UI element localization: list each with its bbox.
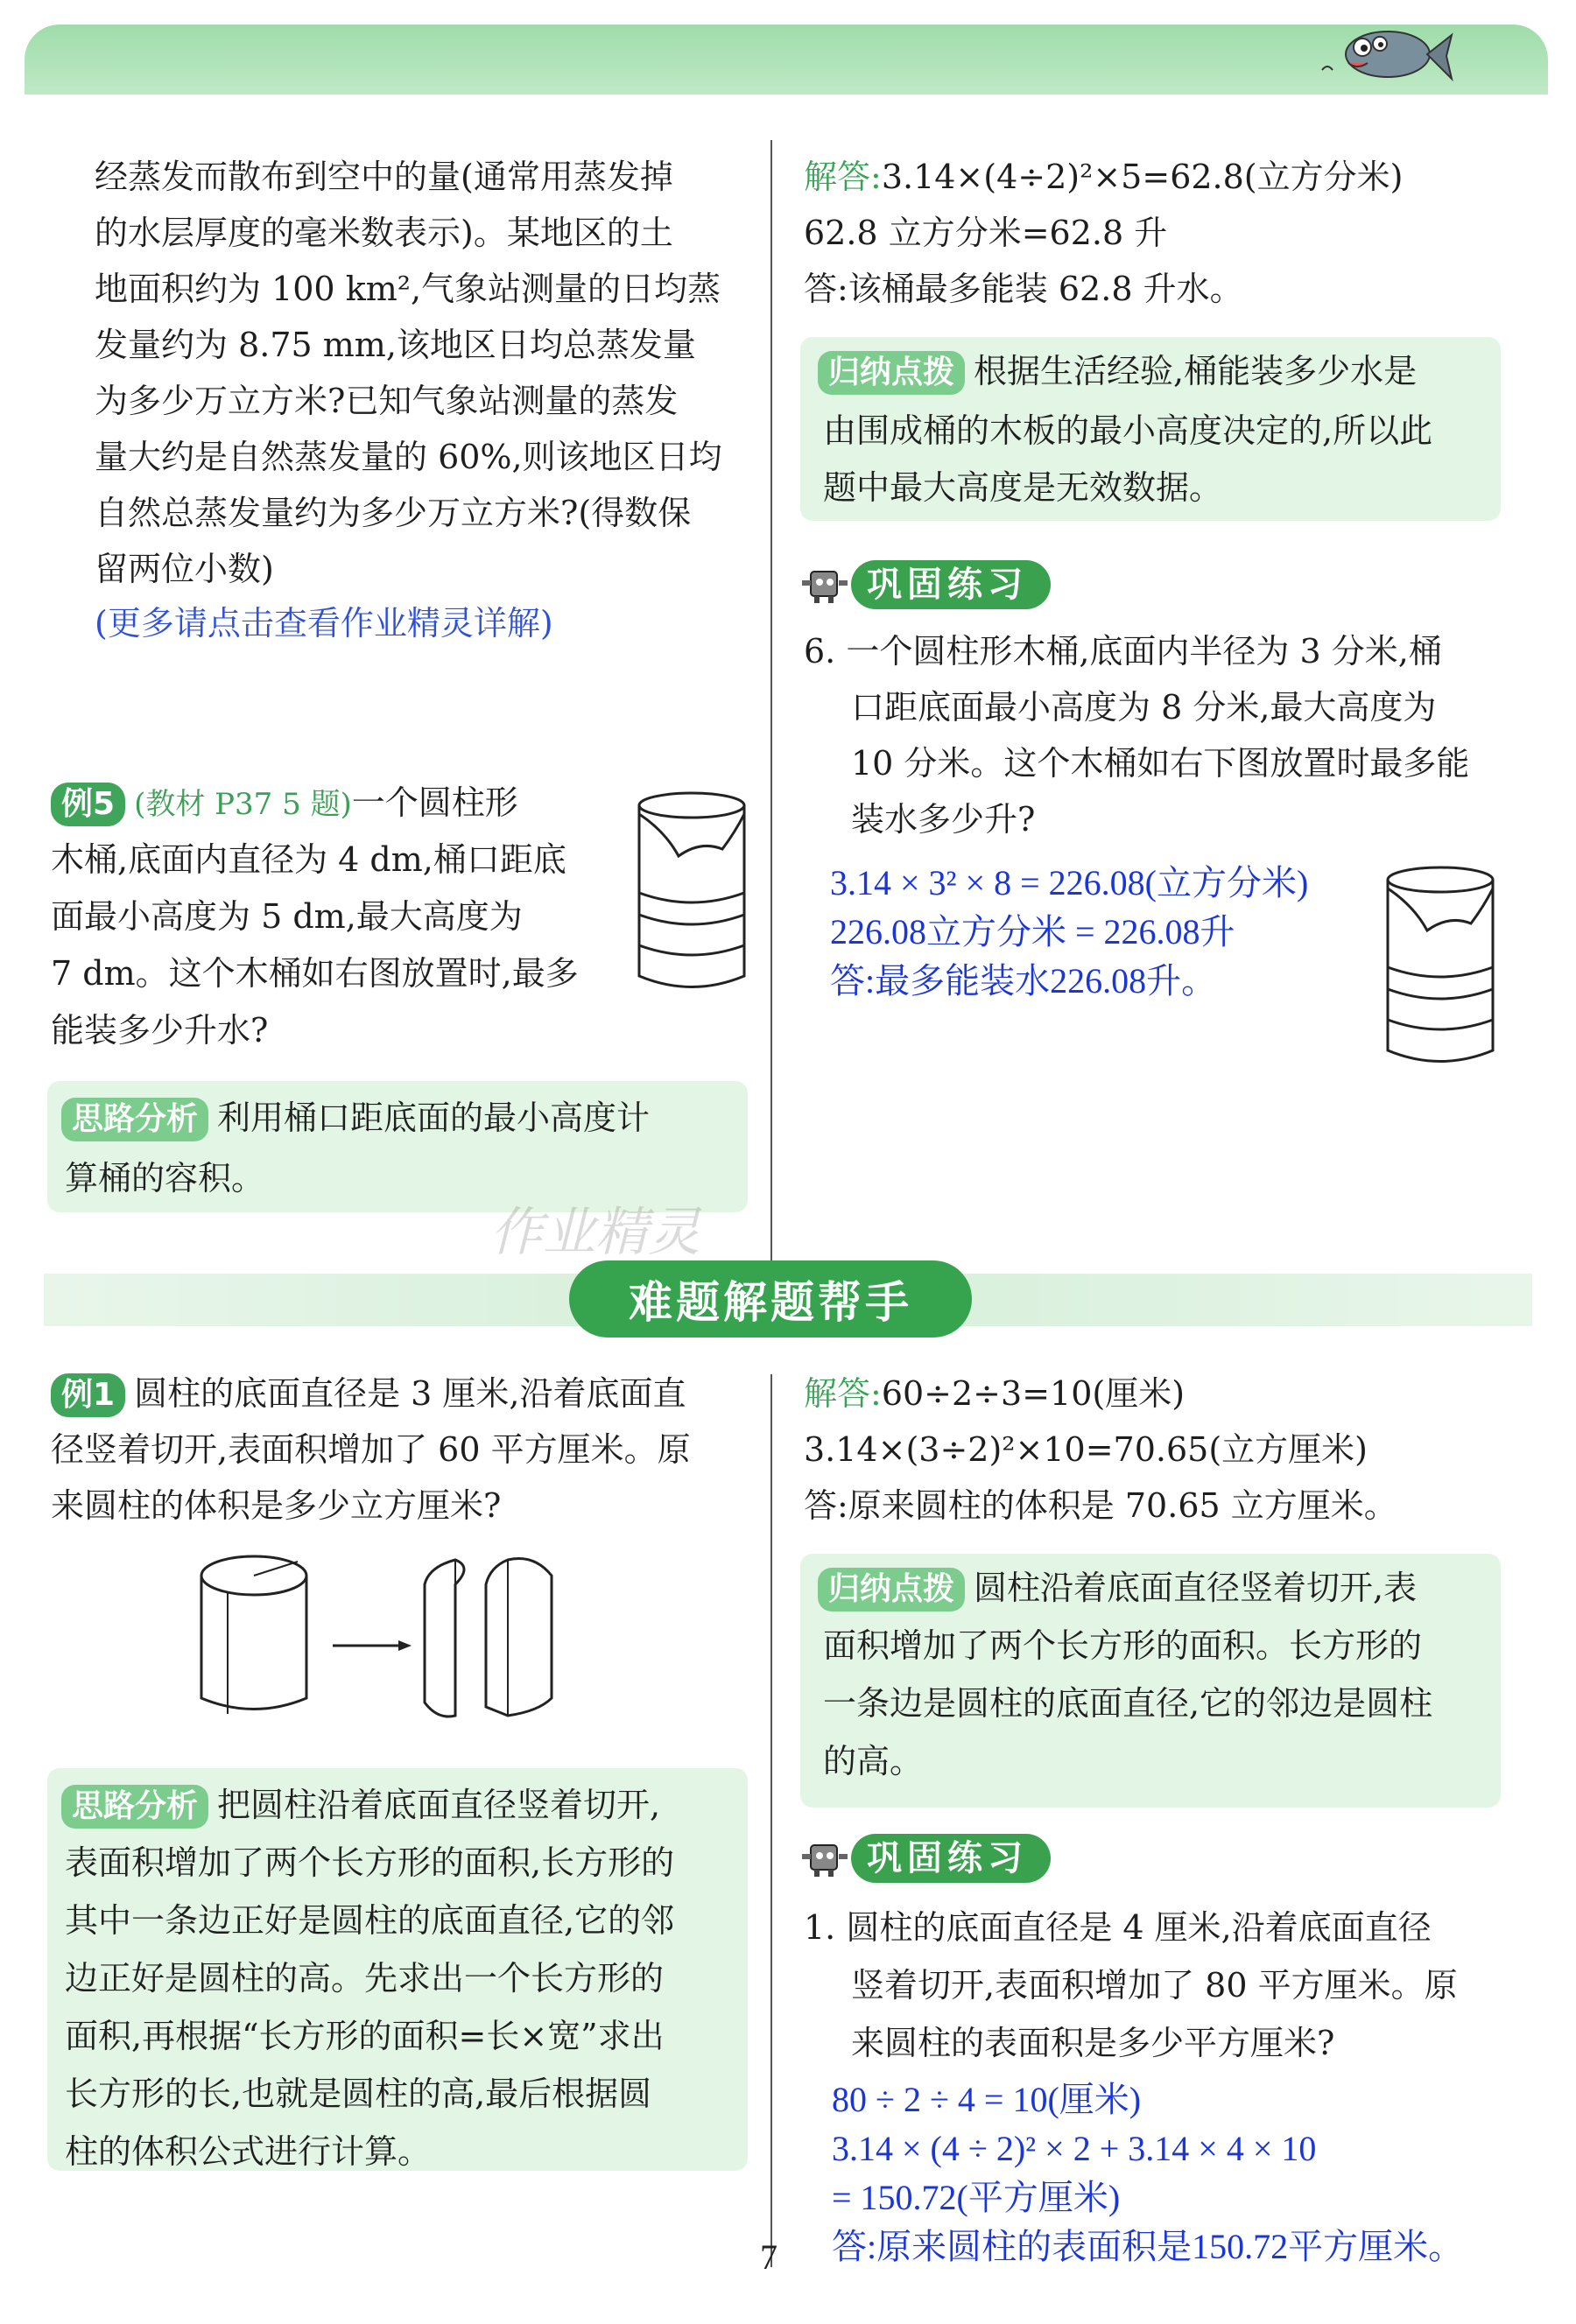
problem-line: 的水层厚度的毫米数表示)。某地区的土: [95, 214, 673, 252]
example5-line: 7 dm。这个木桶如右图放置时,最多: [51, 954, 579, 993]
analysis-line: [61, 1090, 650, 1146]
summary-tag: 归纳点拨: [818, 351, 965, 395]
summary-tag: 归纳点拨: [818, 1568, 965, 1611]
summary-line: 由围成桶的木板的最小高度决定的,所以此: [823, 411, 1433, 450]
problem-line: 经蒸发而散布到空中的量(通常用蒸发掉: [95, 158, 673, 196]
example5-badge: 例5: [51, 783, 125, 826]
answer-text: 60÷2÷3=10(厘米): [881, 1374, 1186, 1413]
example5-heading: [51, 775, 518, 832]
analysis-line: 边正好是圆柱的高。先求出一个长方形的: [65, 1959, 665, 1998]
example1-line: [51, 1366, 686, 1422]
section-title-box: [569, 1260, 972, 1338]
handwritten-answer: 答:原来圆柱的表面积是150.72平方厘米。: [832, 2227, 1464, 2266]
handwritten-answer: 3.14 × (4 ÷ 2)² × 2 + 3.14 × 4 × 10: [832, 2129, 1317, 2168]
example5-line: 木桶,底面内直径为 4 dm,桶口距底: [51, 840, 566, 879]
analysis-line: 面积,再根据“长方形的面积=长×宽”求出: [65, 2017, 665, 2055]
analysis-line: 算桶的容积。: [65, 1159, 265, 1197]
analysis-line: 其中一条边正好是圆柱的底面直径,它的邻: [65, 1901, 675, 1940]
practice-header: [799, 560, 1051, 609]
robot-icon: [799, 1836, 851, 1880]
answer-line: [804, 149, 1403, 205]
problem-line: 自然总蒸发量约为多少万立方米?(得数保: [95, 494, 692, 532]
robot-icon: [799, 563, 851, 607]
problem-line: 留两位小数): [95, 550, 274, 588]
answer-label: 解答:: [804, 158, 882, 196]
example5-line: 能装多少升水?: [51, 1011, 269, 1050]
analysis-line: 长方形的长,也就是圆柱的高,最后根据圆: [65, 2075, 652, 2113]
example5-line: 一个圆柱形: [351, 783, 518, 822]
analysis-tag: 思路分析: [61, 1785, 208, 1829]
example1-line: 径竖着切开,表面积增加了 60 平方厘米。原: [51, 1430, 691, 1469]
practice-title: 巩固练习: [851, 1834, 1051, 1883]
analysis-line: 表面积增加了两个长方形的面积,长方形的: [65, 1843, 675, 1882]
section-title: 难题解题帮手: [629, 1277, 912, 1328]
question-line: 6. 一个圆柱形木桶,底面内半径为 3 分米,桶: [804, 632, 1442, 671]
summary-line: 题中最大高度是无效数据。: [823, 468, 1223, 507]
question-line: 装水多少升?: [851, 800, 1036, 839]
summary-line: [818, 1560, 1417, 1616]
handwritten-answer: 226.08立方分米 = 226.08升: [830, 912, 1235, 951]
barrel-figure: [1379, 853, 1502, 1072]
summary-text: 根据生活经验,桶能装多少水是: [974, 352, 1418, 390]
more-details-link[interactable]: (更多请点击查看作业精灵详解): [95, 604, 553, 642]
example1-badge: 例1: [51, 1373, 125, 1417]
answer-line: [804, 1366, 1185, 1422]
handwritten-answer: 答:最多能装水226.08升。: [830, 961, 1217, 1001]
problem-line: 量大约是自然蒸发量的 60%,则该地区日均: [95, 438, 722, 476]
analysis-tag: 思路分析: [61, 1098, 208, 1141]
page-number: 7: [760, 2237, 777, 2277]
example5-source: (教材 P37 5 题): [134, 787, 352, 822]
problem-line: 发量约为 8.75 mm,该地区日均总蒸发量: [95, 326, 696, 364]
column-divider-bottom: [770, 1374, 772, 2267]
handwritten-answer: 3.14 × 3² × 8 = 226.08(立方分米): [830, 863, 1309, 902]
watermark: 作业精灵: [490, 1202, 700, 1263]
handwritten-answer: = 150.72(平方厘米): [832, 2178, 1121, 2217]
analysis-text: 利用桶口距底面的最小高度计: [217, 1099, 651, 1137]
example1-text: 圆柱的底面直径是 3 厘米,沿着底面直: [134, 1374, 686, 1413]
answer-line: 3.14×(3÷2)²×10=70.65(立方厘米): [804, 1430, 1368, 1469]
question-line: 1. 圆柱的底面直径是 4 厘米,沿着底面直径: [804, 1908, 1432, 1947]
summary-line: 面积增加了两个长方形的面积。长方形的: [823, 1626, 1423, 1665]
summary-text: 圆柱沿着底面直径竖着切开,表: [974, 1569, 1418, 1607]
problem-line: 为多少万立方米?已知气象站测量的蒸发: [95, 382, 679, 420]
practice-header: [799, 1834, 1051, 1883]
question-line: 来圆柱的表面积是多少平方厘米?: [851, 2024, 1335, 2062]
example1-line: 来圆柱的体积是多少立方厘米?: [51, 1486, 502, 1525]
analysis-text: 把圆柱沿着底面直径竖着切开,: [217, 1786, 661, 1824]
question-line: 10 分米。这个木桶如右下图放置时最多能: [851, 744, 1470, 783]
problem-line: 地面积约为 100 km²,气象站测量的日均蒸: [95, 270, 721, 308]
question-line: 口距底面最小高度为 8 分米,最大高度为: [851, 688, 1437, 727]
summary-line: 一条边是圆柱的底面直径,它的邻边是圆柱: [823, 1684, 1433, 1723]
fish-mascot-icon: [1305, 18, 1453, 88]
answer-line: 62.8 立方分米=62.8 升: [804, 214, 1168, 252]
summary-line: [818, 343, 1417, 399]
answer-line: 答:该桶最多能装 62.8 升水。: [804, 270, 1243, 308]
handwritten-answer: 80 ÷ 2 ÷ 4 = 10(厘米): [832, 2080, 1142, 2119]
answer-text: 3.14×(4÷2)²×5=62.8(立方分米): [881, 158, 1404, 196]
barrel-figure: [630, 779, 753, 998]
analysis-line: [61, 1777, 660, 1833]
analysis-line: 柱的体积公式进行计算。: [65, 2132, 432, 2171]
practice-title: 巩固练习: [851, 560, 1051, 609]
summary-line: 的高。: [823, 1742, 924, 1780]
answer-line: 答:原来圆柱的体积是 70.65 立方厘米。: [804, 1486, 1397, 1525]
answer-label: 解答:: [804, 1374, 882, 1413]
cylinder-cut-figure: [193, 1549, 613, 1724]
question-line: 竖着切开,表面积增加了 80 平方厘米。原: [851, 1966, 1458, 2005]
column-divider: [770, 140, 772, 1260]
example5-line: 面最小高度为 5 dm,最大高度为: [51, 897, 523, 936]
